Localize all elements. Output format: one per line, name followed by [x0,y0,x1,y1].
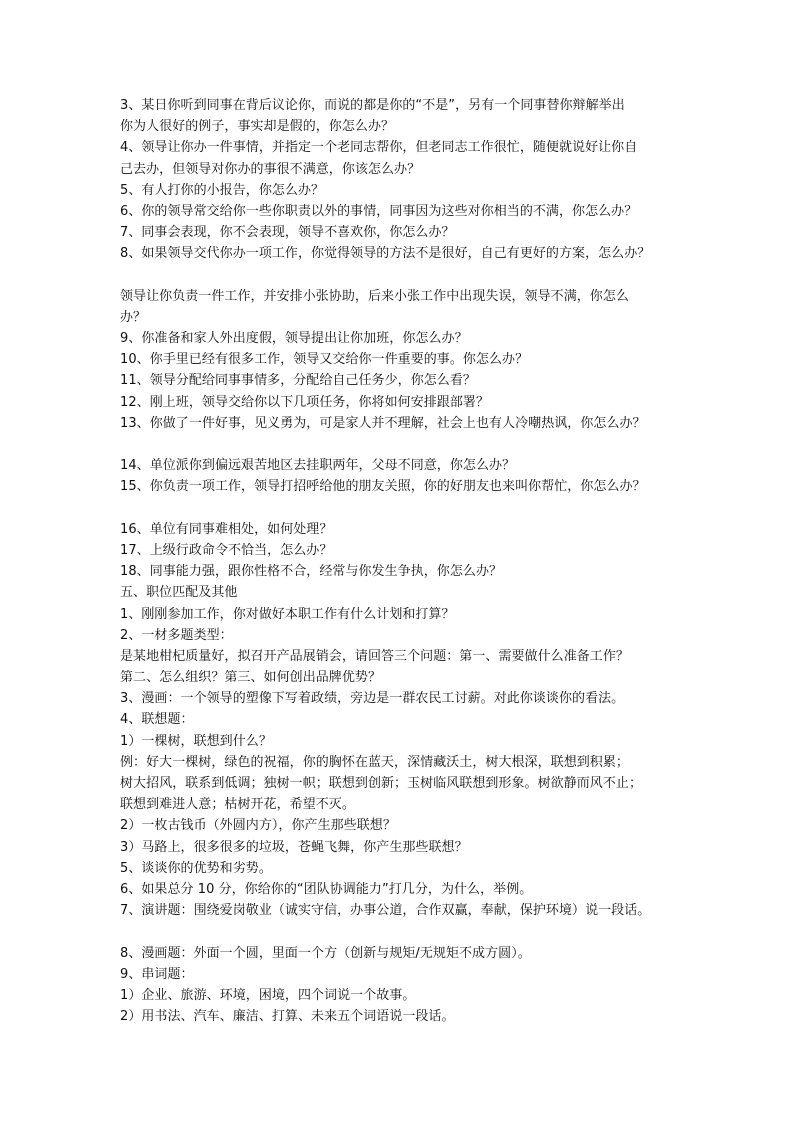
text-line: 领导让你负责一件工作，并安排小张协助，后来小张工作中出现失误，领导不满，你怎么 [120,288,629,304]
text-line: 2）一枚古钱币（外圆内方），你产生那些联想？ [120,818,396,834]
text-line: 3、漫画：一个领导的塑像下写着政绩，旁边是一群农民工讨薪。对此你谈谈你的看法。 [120,691,625,707]
text-line: 联想到难进人意；枯树开花，希望不灭。 [120,797,355,813]
text-line: 你为人很好的例子，事实却是假的，你怎么办？ [120,119,395,135]
text-line: 9、串词题： [120,966,194,982]
text-line: 2、一材多题类型： [120,627,233,643]
text-line: 15、你负责一项工作，领导打招呼给他的朋友关照，你的好朋友也来叫你帮忙，你怎么办？ [120,479,646,495]
blank-line [120,434,690,455]
blank-line [120,265,690,286]
text-line: 8、漫画题：外面一个圆，里面一个方（创新与规矩/无规矩不成方圆）。 [120,945,531,961]
text-line: 14、单位派你到偏远艰苦地区去挂职两年，父母不同意，你怎么办？ [120,458,516,474]
text-line: 4、领导让你办一件事情，并指定一个老同志帮你，但老同志工作很忙，随便就说好让你自 [120,140,638,156]
text-line: 6、你的领导常交给你一些你职责以外的事情，同事因为这些对你相当的不满，你怎么办？ [120,203,638,219]
section-heading: 五、职位匹配及其他 [120,585,238,601]
text-line: 13、你做了一件好事，见义勇为，可是家人并不理解，社会上也有人冷嘲热讽，你怎么办？ [120,415,646,431]
text-line: 树大招风，联系到低调；独树一帜；联想到创新；玉树临风联想到形象。树欲静而风不止； [120,776,643,791]
text-line: 11、领导分配给同事事情多，分配给自己任务少，你怎么看？ [120,373,476,389]
blank-line [120,921,690,942]
text-line: 3、某日你听到同事在背后议论你，而说的都是你的“不是”，另有一个同事替你辩解举出 [120,98,625,113]
text-line: 第二、怎么组织？第三、如何创出品牌优势？ [120,670,382,686]
text-line: 4、联想题： [120,712,194,728]
text-line: 1）一棵树，联想到什么？ [120,733,272,749]
text-line: 12、刚上班，领导交给你以下几项任务，你将如何安排跟部署？ [120,394,489,410]
document-body [120,95,690,1027]
text-line: 1、刚刚参加工作，你对做好本职工作有什么计划和打算？ [120,606,455,622]
text-line: 7、同事会表现，你不会表现，领导不喜欢你，你怎么办？ [120,225,455,241]
text-line: 是某地柑杞质量好，拟召开产品展销会，请回答三个问题：第一、需要做什么准备工作？ [120,648,629,664]
text-line: 己去办，但领导对你办的事很不满意，你该怎么办？ [120,161,421,177]
text-line: 17、上级行政命令不恰当，怎么办？ [120,542,333,558]
text-line: 6、如果总分 10 分，你给你的“团队协调能力”打几分，为什么，举例。 [120,881,533,897]
text-line: 5、谈谈你的优势和劣势。 [120,860,272,876]
text-line: 7、演讲题：围绕爱岗敬业（诚实守信，办事公道，合作双赢，奉献，保护环境）说一段话。 [120,903,651,919]
text-line: 9、你准备和家人外出度假，领导提出让你加班，你怎么办？ [120,331,468,347]
text-line: 5、有人打你的小报告，你怎么办？ [120,182,325,198]
text-line: 3）马路上，很多很多的垃圾，苍蝇飞舞，你产生那些联想？ [120,839,468,855]
text-line: 8、如果领导交代你办一项工作，你觉得领导的方法不是很好，自己有更好的方案，怎么办？ [120,246,651,262]
text-line: 16、单位有同事难相处，如何处理？ [120,521,333,537]
text-line: 办？ [120,309,147,325]
text-line: 1）企业、旅游、环境，困境，四个词说一个故事。 [120,987,416,1003]
text-line: 2）用书法、汽车、廉洁、打算、未来五个词语说一段话。 [120,1009,455,1025]
blank-line [120,498,690,519]
text-line: 10、你手里已经有很多工作，领导又交给你一件重要的事。你怎么办？ [120,352,529,368]
text-line: 18、同事能力强，跟你性格不合，经常与你发生争执，你怎么办？ [120,564,503,580]
text-line: 例：好大一棵树，绿色的祝福，你的胸怀在蓝天，深情藏沃土，树大根深，联想到积累； [120,754,629,770]
